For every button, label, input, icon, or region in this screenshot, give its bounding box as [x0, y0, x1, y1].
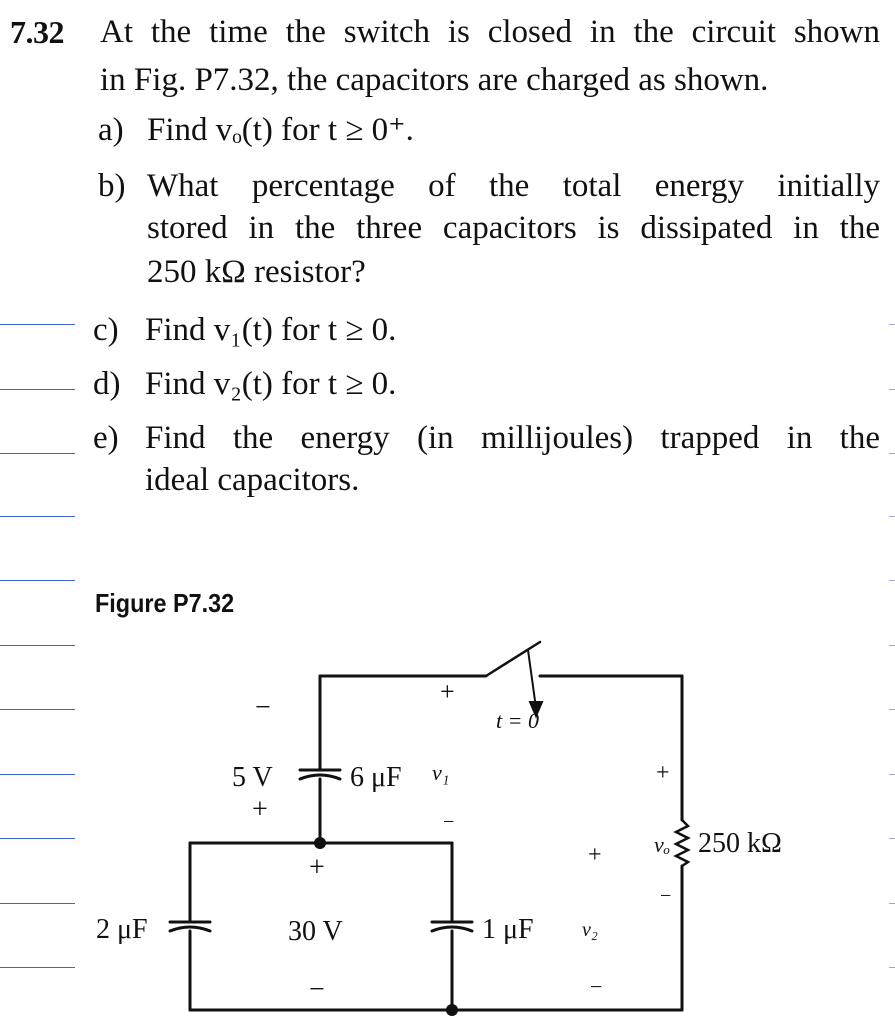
switch-arm — [486, 642, 540, 676]
problem-number: 7.32 — [10, 14, 64, 50]
cap-6uF-voltage: 5 V — [232, 762, 273, 793]
part-c-letter: c) — [93, 312, 119, 348]
figure-label: Figure P7.32 — [95, 588, 235, 618]
switch-label: t = 0 — [496, 708, 539, 733]
part-b-text-1: What percentage of the total energy initially — [147, 168, 880, 204]
v1-plus: + — [440, 677, 455, 706]
part-a-letter: a) — [98, 112, 124, 148]
cap-30V-plus: + — [309, 852, 325, 883]
node-dot — [314, 837, 326, 849]
part-b-text-2: stored in the three capacitors is dissipated in the — [147, 210, 880, 246]
cap-2uF-value: 2 μF — [96, 914, 148, 945]
vo-var: vₒ — [654, 832, 671, 857]
cap-30V-minus: − — [309, 974, 325, 1005]
cap-30V-voltage: 30 V — [288, 916, 343, 947]
vo-minus: − — [660, 885, 672, 907]
v2-plus: + — [588, 842, 602, 868]
part-d-text: Find v₂(t) for t ≥ 0. — [145, 366, 397, 402]
cap-6uF-minus: − — [255, 692, 271, 723]
part-b-letter: b) — [98, 168, 126, 204]
cap-6uF-plus: + — [252, 794, 268, 825]
v2-minus: − — [590, 974, 603, 999]
resistor-250k — [676, 820, 688, 866]
switch-arrow — [528, 650, 542, 716]
cap-6uF-value: 6 μF — [350, 762, 402, 793]
part-e-text-1: Find the energy (in millijoules) trapped in the — [145, 420, 880, 456]
part-a-text: Find vₒ(t) for t ≥ 0⁺. — [147, 112, 414, 148]
intro-line-2: in Fig. P7.32, the capacitors are charged as shown. — [100, 62, 769, 98]
part-d-letter: d) — [93, 366, 121, 402]
intro-line-1: At the time the switch is closed in the circuit shown — [100, 14, 880, 50]
cap-1uF-value: 1 μF — [482, 914, 534, 945]
v1-var: v₁ — [432, 760, 450, 785]
part-c-text: Find v₁(t) for t ≥ 0. — [145, 312, 397, 348]
resistor-value: 250 kΩ — [698, 828, 782, 859]
part-e-text-2: ideal capacitors. — [145, 462, 360, 498]
v1-minus: − — [443, 811, 455, 833]
part-e-letter: e) — [93, 420, 119, 456]
part-b-text-3: 250 kΩ resistor? — [147, 254, 366, 290]
vo-plus: + — [656, 760, 670, 786]
v2-var: v₂ — [582, 919, 598, 941]
node-dot — [446, 1004, 458, 1016]
